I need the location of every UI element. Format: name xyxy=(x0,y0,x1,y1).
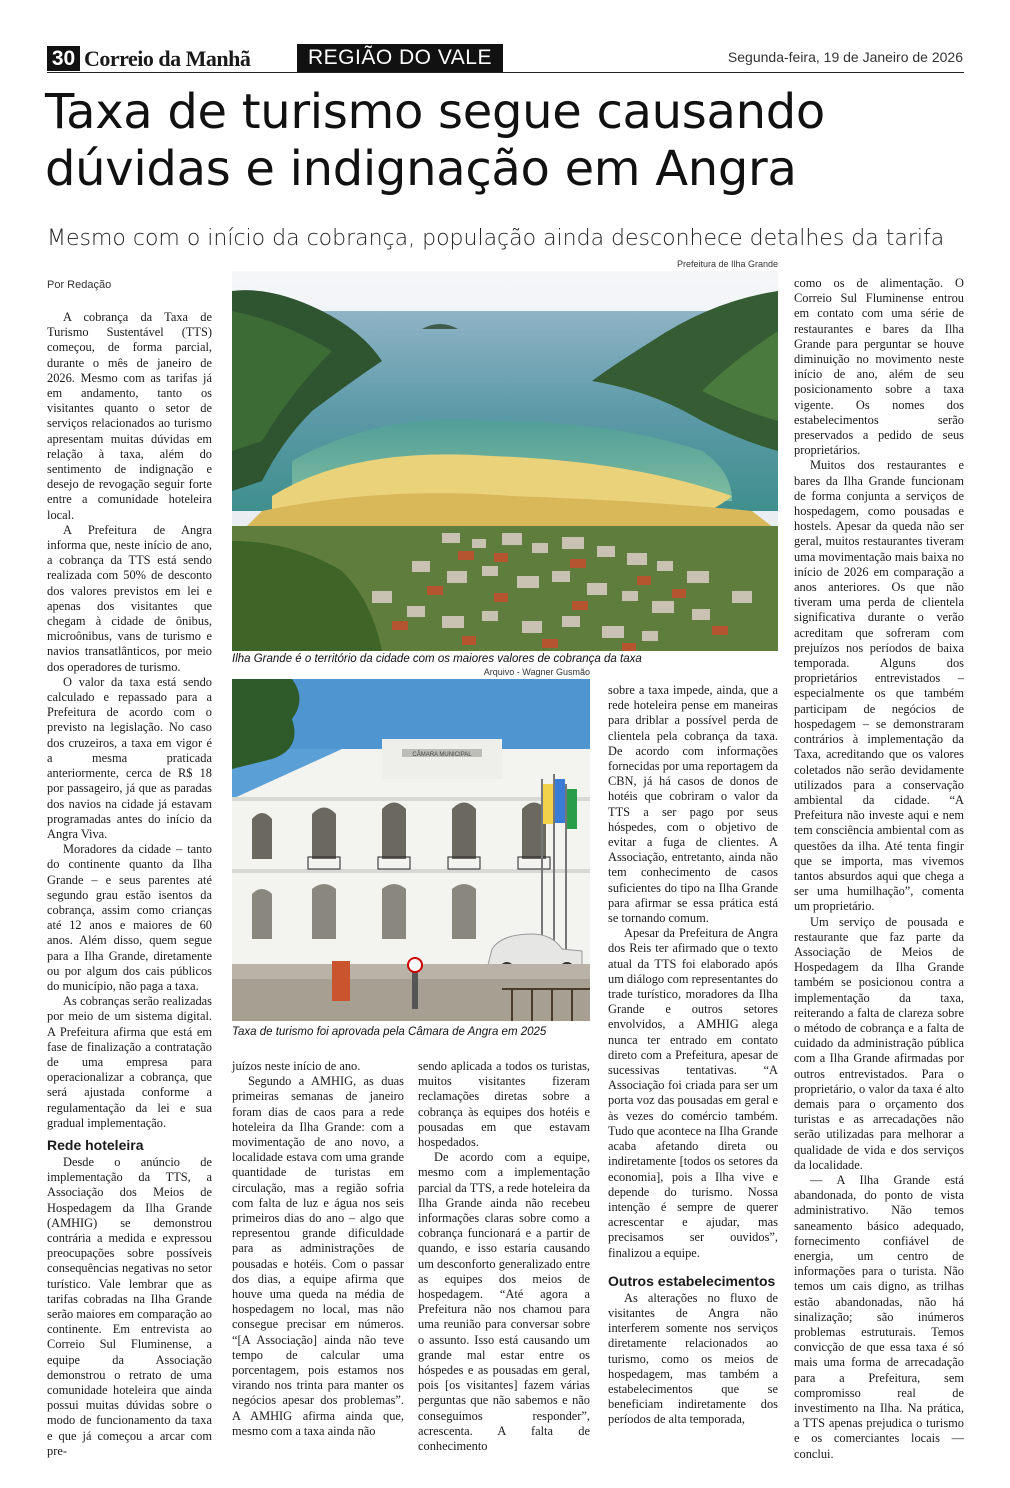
photo2-caption: Taxa de turismo foi aprovada pela Câmara de Angra em 2025 xyxy=(232,1026,547,1038)
photo1-credit: Prefeitura de Ilha Grande xyxy=(676,259,778,269)
subheadline: Mesmo com o início da cobrança, população ainda desconhece detalhes da tarifa xyxy=(47,226,945,251)
photo1-caption: Ilha Grande é o território da cidade com os maiores valores de cobrança da taxa xyxy=(232,653,642,665)
paragraph: Um serviço de pousada e restaurante que faz parte da Associação de Meios de Hospedagem da Ilha Grande também se posicionou contra a implementação da taxa, reiterando a falta de clareza sobre o método de cobrança e a falta de cuidado da administração pública com a Ilha Grande afirmadas por outros entrevistados. Para o proprietário, o valor da taxa é alto demais para o orçamento dos turistas e as arrecadações não serão utilizadas para melhorar a qualidade de vida e dos serviços da localidade. xyxy=(794,914,964,1172)
article-column-2 xyxy=(232,1059,404,1439)
paragraph: — A Ilha Grande está abandonada, do ponto de vista administrativo. Não temos saneamento básico adequado, fornecimento confiável de energia, um centro de informações para o turista. Não temos um cais digno, as trilhas estão abandonadas, não há sinalização; são inúmeros problemas estruturais. Temos convicção de que essa taxa é só mais uma forma de arrecadação para a Prefeitura, sem compromisso real de investimento na Ilha. Na prática, a TTS apenas prejudica o turismo e os comerciantes locais — conclui. xyxy=(794,1172,964,1461)
section-label: REGIÃO DO VALE xyxy=(297,44,503,72)
page-number: 30 xyxy=(47,46,80,71)
paragraph: De acordo com a equipe, mesmo com a implementação parcial da TTS, a rede hoteleira da Ilha Grande ainda não recebeu informações claras sobre como a cobrança funcionará e a partir de quando, e isso estaria causando um desconforto generalizado entre as equipes dos meios de hospedagem. “Até agora a Prefeitura não nos chamou para uma reunião para conversar sobre o assunto. Isso está causando um grande mal estar entre os hóspedes e as pousadas em geral, pois [os visitantes] fazem várias perguntas que não sabemos e não conseguimos responder”, acrescenta. A falta de conhecimento xyxy=(418,1150,590,1454)
photo2-credit: Arquivo - Wagner Gusmão xyxy=(483,667,590,677)
paragraph: A Prefeitura de Angra informa que, neste início de ano, a cobrança da TTS está sendo realizada com 50% de desconto dos valores previstos em lei e apenas dos visitantes que chegam à cidade de ônibus, microônibus, vans de turismo e navios transatlânticos, por meio dos operadores de turismo. xyxy=(47,522,212,674)
headline: Taxa de turismo segue causando dúvidas e indignação em Angra xyxy=(45,84,825,197)
article-column-3 xyxy=(418,1059,590,1454)
building-sign: CÂMARA MUNICIPAL xyxy=(412,752,472,758)
subheading-rede-hoteleira: Rede hoteleira xyxy=(47,1136,144,1153)
paragraph: Apesar da Prefeitura de Angra dos Reis ter afirmado que o texto atual da TTS foi elaborado após um diálogo com representantes do trade turístico, moradores da Ilha Grande e outros setores envolvidos, a AMHIG alega nunca ter entrado em contato direto com a Prefeitura, apesar de sucessivas tentativas. “A Associação foi criada para ser um porta voz das pousadas em geral e às vezes do comércio também. Tudo que acontece na Ilha Grande acaba afetando direta ou indiretamente [todos os setores da economia], pois a Ilha vive e depende do turismo. Nossa intenção é sempre de querer acrescentar e ajudar, mas precisamos ser ouvidos”, finalizou a equipe. xyxy=(608,926,778,1260)
header-rule xyxy=(47,72,964,73)
byline: Por Redação xyxy=(47,279,112,291)
paragraph: sobre a taxa impede, ainda, que a rede hoteleira pense em maneiras para driblar a possível perda de clientela pela cobrança da taxa. De acordo com informações fornecidas por uma reportagem da CBN, já há casos de donos de hotéis que cobriram o valor da TTS a ser pago por seus hóspedes, com o objetivo de evitar a fuga de clientes. A Associação, entretanto, ainda não tem conhecimento de casos suficientes do tipo na Ilha Grande para afirmar se essa prática está se tornando comum. xyxy=(608,683,778,926)
photo-camara-municipal xyxy=(232,679,590,1021)
paragraph: Segundo a AMHIG, as duas primeiras semanas de janeiro foram dias de caos para a rede hoteleira da Ilha Grande: com a movimentação de ano novo, a localidade estava com uma grande quantidade de turistas em circulação, mas a região sofria com falta de luz e água nos seis primeiros dias do ano – algo que representou grande dificuldade para as administrações de pousadas e hotéis. Com o passar dos dias, a equipe afirma que houve uma queda na média de hospedagem no local, mas não consegue precisar em números. “[A Associação] ainda não teve tempo de calcular uma porcentagem, pois estamos nos virando nos trinta para manter os negócios apesar dos problemas”. A AMHIG afirma ainda que, mesmo com a taxa ainda não xyxy=(232,1074,404,1438)
paragraph: A cobrança da Taxa de Turismo Sustentável (TTS) começou, de forma parcial, durante o mês de janeiro de 2026. Mesmo com as tarifas já em andamento, tanto os visitantes quanto o setor de serviços relacionados ao turismo apresentam muitas dúvidas em relação à taxa, além do sentimento de indignação e desejo de revogação seguir forte entre a comunidade hoteleira local. xyxy=(47,310,212,522)
article-column-5 xyxy=(794,276,964,1462)
photo-ilha-grande xyxy=(232,271,778,651)
paragraph: As alterações no fluxo de visitantes de Angra não interferem somente nos serviços diretamente relacionados ao turismo, como os meios de hospedagem, mas também a estabelecimentos que se beneficiam indiretamente dos períodos de alta temporada, xyxy=(608,1290,778,1427)
paragraph: O valor da taxa está sendo calculado e repassado para a Prefeitura de acordo com o previsto na legislação. No caso dos cruzeiros, a taxa em vigor é a mesma praticada anteriormente, cerca de R$ 18 por passageiro, já que as paradas dos navios na cidade já estavam programadas antes do início da Angra Viva. xyxy=(47,674,212,841)
subheading-outros-estabelecimentos: Outros estabelecimentos xyxy=(608,1272,776,1289)
paragraph: Desde o anúncio de implementação da TTS, a Associação dos Meios de Hospedagem da Ilha Grande (AMHIG) se demonstrou contrária a medida e expressou preocupações sobre possíveis consequências negativas no setor turístico. Vale lembrar que as tarifas cobradas na Ilha Grande serão maiores em comparação ao continente. Em entrevista ao Correio Sul Fluminense, a equipe da Associação demonstrou o retrato de uma comunidade hoteleira que ainda possui muitas dúvidas sobre o modo de funcionamento da taxa e que já começou a arcar com pre- xyxy=(47,1154,212,1458)
article-column-4 xyxy=(608,683,778,1428)
article-column-1 xyxy=(47,310,212,1459)
paragraph: como os de alimentação. O Correio Sul Fluminense entrou em contato com uma série de restaurantes e bares da Ilha Grande para perguntar se houve diminuição no movimento neste início de ano, além de seu posicionamento sobre a taxa vigente. Os nomes dos estabelecimentos serão preservados a pedido de seus proprietários. xyxy=(794,276,964,458)
paragraph: Moradores da cidade – tanto do continente quanto da Ilha Grande – e seus parentes até segundo grau estão isentos da cobrança, assim como crianças até 12 anos e maiores de 60 anos. Além disso, quem segue para a Ilha Grande, diretamente ou por algum dos cais públicos do município, não paga a taxa. xyxy=(47,842,212,993)
paragraph: Muitos dos restaurantes e bares da Ilha Grande funcionam de forma conjunta a serviços de hospedagem, como pousadas e hostels. Apesar da queda não ser geral, muitos restaurantes tiveram uma movimentação mais baixa no início de 2026 em comparação a anos anteriores. Os que não tiveram uma perda de clientela significativa durante o verão acreditam que sofreram com prejuízos nos períodos de baixa temporada. Alguns dos proprietários entrevistados – especialmente os que também participam de negócios de hospedagem – se demonstraram contrários à implementação da Taxa, acreditando que os valores coletados não serão devidamente utilizados para a conservação ambiental da cidade. “A Prefeitura não investe aqui e nem tem consciência ambiental com as questões da ilha. Até tenta fingir que se importa, mas vivemos tantos absurdos aqui que chega a ser uma humilhação”, comenta um proprietário. xyxy=(794,458,964,914)
paragraph: juízos neste início de ano. xyxy=(232,1059,361,1073)
issue-date: Segunda-feira, 19 de Janeiro de 2026 xyxy=(727,49,963,65)
paragraph: As cobranças serão realizadas por meio de um sistema digital. A Prefeitura afirma que está em fase de finalização a contratação de uma empresa para operacionalizar a cobrança, que será ajustada conforme a regulamentação da lei e sua gradual implementação. xyxy=(47,994,212,1130)
newspaper-name: Correio da Manhã xyxy=(84,46,251,71)
paragraph: sendo aplicada a todos os turistas, muitos visitantes fizeram reclamações diretas sobre a cobrança às equipes dos hotéis e pousadas em que estavam hospedados. xyxy=(418,1059,590,1150)
